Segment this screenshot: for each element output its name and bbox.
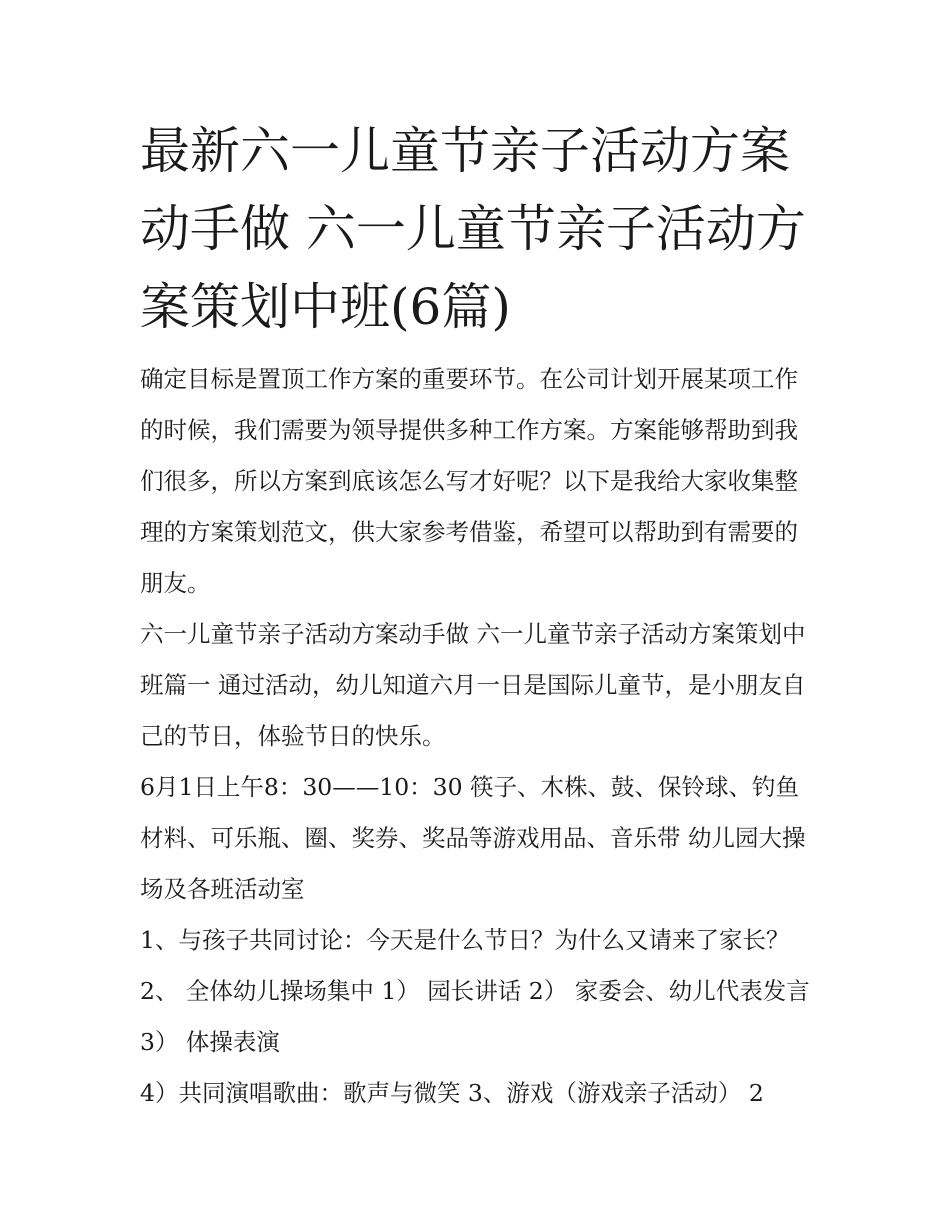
document-title: 最新六一儿童节亲子活动方案动手做 六一儿童节亲子活动方案策划中班(6篇) bbox=[140, 122, 806, 336]
paragraph-intro: 确定目标是置顶工作方案的重要环节。在公司计划开展某项工作的时候，我们需要为领导提供多种工作方案。方案能够帮助到我们很多，所以方案到底该怎么写才好呢？以下是我给大家收集整理的方案策划范文，供大家参考借鉴，希望可以帮助到有需要的朋友。 bbox=[140, 365, 798, 597]
paragraph-section-one: 六一儿童节亲子活动方案动手做 六一儿童节亲子活动方案策划中班篇一 通过活动，幼儿知道六月一日是国际儿童节，是小朋友自己的节日，体验节日的快乐。 bbox=[140, 620, 806, 750]
document-page bbox=[140, 112, 812, 1119]
paragraph-time-materials-location: 6月1日上午8：30——10：30 筷子、木株、鼓、保铃球、钓鱼材料、可乐瓶、圈、奖券、奖品等游戏用品、音乐带 幼儿园大操场及各班活动室 bbox=[140, 773, 806, 903]
paragraph-procedure-2: 4）共同演唱歌曲：歌声与微笑 3、游戏（游戏亲子活动） 2 bbox=[140, 1079, 764, 1107]
paragraph-procedure-1: 1、与孩子共同讨论：今天是什么节日？为什么又请来了家长？ 2、 全体幼儿操场集中 1） 园长讲话 2） 家委会、幼儿代表发言 3） 体操表演 bbox=[140, 926, 810, 1056]
